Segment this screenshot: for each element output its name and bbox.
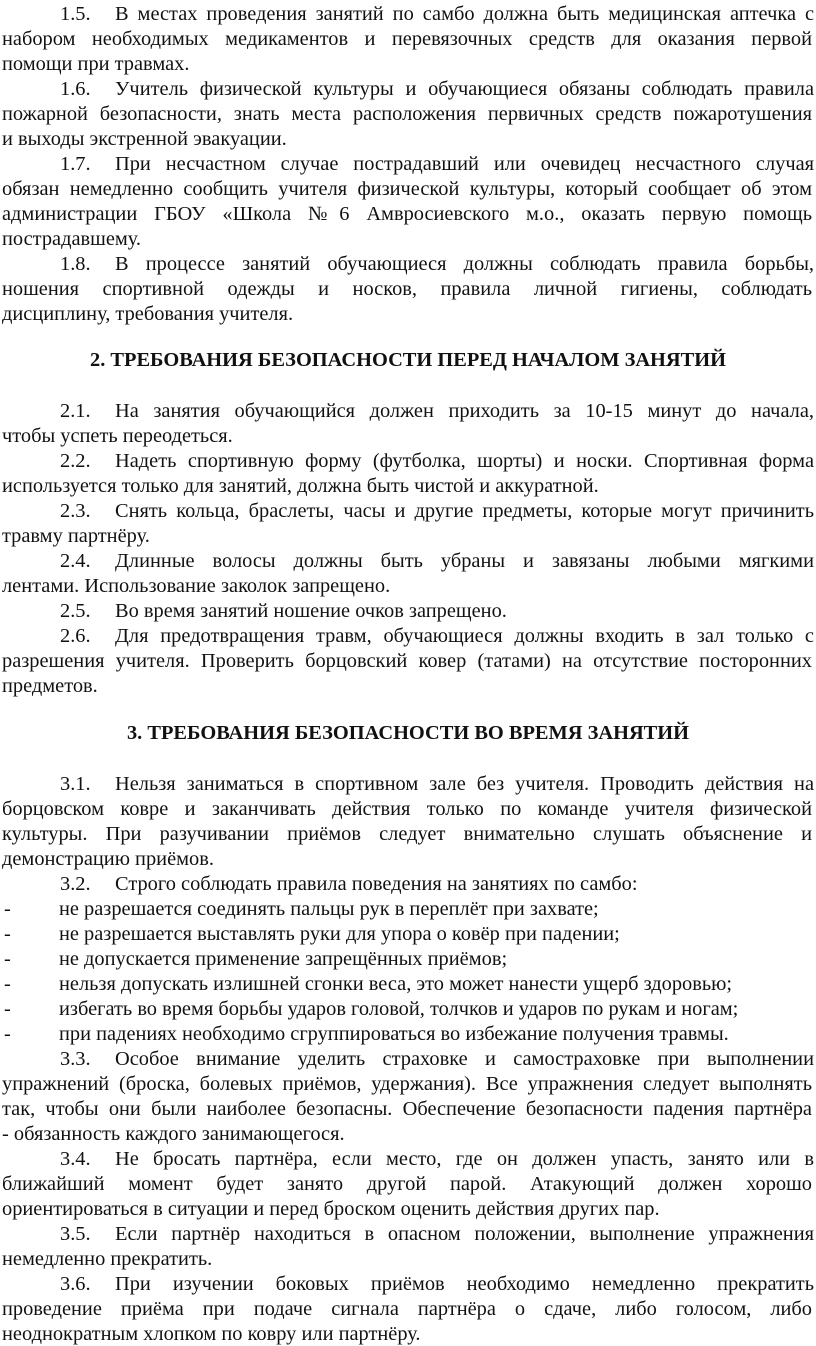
paragraph-line (2, 649, 812, 673)
list-item (2, 997, 812, 1021)
paragraph-line (2, 1097, 812, 1121)
clause-number: 1.5. (60, 3, 91, 25)
paragraph-line (2, 822, 812, 846)
paragraph-line (2, 2, 812, 26)
paragraph-line (2, 52, 812, 76)
list-item (2, 947, 812, 971)
paragraph-text: ориентироваться в ситуации и перед броском оценить действия других пар. (2, 1198, 660, 1220)
paragraph-text: упражнений (броска, болевых приёмов, удержания). Все упражнения следует выполнять (2, 1073, 812, 1095)
paragraph-text: набором необходимых медикаментов и перевязочных средств для оказания первой (2, 28, 812, 50)
paragraph-text: используется только для занятий, должна быть чистой и аккуратной. (2, 475, 599, 497)
paragraph-line (2, 624, 812, 648)
paragraph-text: - обязанность каждого занимающегося. (2, 1123, 345, 1145)
bullet-text: не разрешается соединять пальцы рук в переплёт при захвате; (59, 898, 599, 920)
clause-text: Длинные волосы должны быть убраны и завязаны любыми мягкими (115, 550, 814, 572)
paragraph-text: проведение приёма при подаче сигнала партнёра о сдаче, либо голосом, либо (2, 1298, 812, 1320)
paragraph-line (2, 499, 812, 523)
paragraph-line (2, 449, 812, 473)
paragraph-text: предметов. (2, 675, 98, 697)
clause-text: Строго соблюдать правила поведения на занятиях по самбо: (115, 873, 638, 895)
clause-text: Если партнёр находиться в опасном положении, выполнение упражнения (115, 1223, 814, 1245)
paragraph-line (2, 424, 812, 448)
clause-text: При изучении боковых приёмов необходимо немедленно прекратить (115, 1273, 814, 1295)
list-item (2, 972, 812, 996)
paragraph-line (2, 1072, 812, 1096)
list-item (2, 897, 812, 921)
paragraph-line (2, 399, 812, 423)
clause-number: 3.3. (60, 1048, 91, 1070)
bullet-text: избегать во время борьбы ударов головой, толчков и ударов по рукам и ногам; (59, 998, 739, 1020)
paragraph-text: так, чтобы они были наиболее безопасны. Обеспечение безопасности падения партнёра (2, 1098, 812, 1120)
paragraph-line (2, 574, 812, 598)
paragraph-line (2, 1272, 812, 1296)
bullet-text: при падениях необходимо сгруппироваться во избежание получения травмы. (59, 1023, 729, 1045)
clause-number: 1.6. (60, 78, 91, 100)
paragraph-text: пожарной безопасности, знать места расположения первичных средств пожаротушения (2, 103, 812, 125)
clause-text: Учитель физической культуры и обучающиеся обязаны соблюдать правила (115, 78, 814, 100)
clause-number: 2.4. (60, 550, 91, 572)
paragraph-line (2, 1147, 812, 1171)
paragraph-line (2, 102, 812, 126)
paragraph-text: ношения спортивной одежды и носков, правила личной гигиены, соблюдать (2, 278, 812, 300)
paragraph-line (2, 674, 812, 698)
paragraph-line (2, 549, 812, 573)
paragraph-line (2, 302, 812, 326)
clause-number: 3.4. (60, 1148, 91, 1170)
clause-text: В процессе занятий обучающиеся должны соблюдать правила борьбы, (115, 253, 814, 275)
paragraph-text: разрешения учителя. Проверить борцовский ковер (татами) на отсутствие посторонних (2, 650, 812, 672)
clause-text: Нельзя заниматься в спортивном зале без учителя. Проводить действия на (115, 773, 814, 795)
paragraph-text: демонстрацию приёмов. (2, 848, 214, 870)
paragraph-line (2, 1197, 812, 1221)
paragraph-line (2, 252, 812, 276)
clause-number: 3.6. (60, 1273, 91, 1295)
paragraph-text: неоднократным хлопком по ковру или партнёру. (2, 1323, 421, 1345)
clause-text: Снять кольца, браслеты, часы и другие предметы, которые могут причинить (115, 500, 814, 522)
paragraph-line (2, 1247, 812, 1271)
paragraph-line (2, 277, 812, 301)
paragraph-line (2, 847, 812, 871)
bullet-dash: - (4, 948, 11, 970)
list-item (2, 922, 812, 946)
clause-text: Особое внимание уделить страховке и самостраховке при выполнении (115, 1048, 814, 1070)
clause-text: Для предотвращения травм, обучающиеся должны входить в зал только с (115, 625, 814, 647)
paragraph-line (2, 1297, 812, 1321)
section-heading: 3. ТРЕБОВАНИЯ БЕЗОПАСНОСТИ ВО ВРЕМЯ ЗАНЯТИЙ (126, 722, 690, 744)
clause-number: 2.6. (60, 625, 91, 647)
clause-number: 3.1. (60, 773, 91, 795)
paragraph-line (2, 524, 812, 548)
paragraph-line (2, 1172, 812, 1196)
paragraph-text: дисциплину, требования учителя. (2, 303, 294, 325)
paragraph-text: чтобы успеть переодеться. (2, 425, 233, 447)
clause-number: 3.5. (60, 1223, 91, 1245)
bullet-dash: - (4, 973, 11, 995)
paragraph-line (2, 599, 812, 623)
bullet-dash: - (4, 1023, 11, 1045)
bullet-text: не допускается применение запрещённых приёмов; (59, 948, 508, 970)
paragraph-text: администрации ГБОУ «Школа №6 Амвросиевского м.о., оказать первую помощь (2, 203, 812, 225)
bullet-text: не разрешается выставлять руки для упора о ковёр при падении; (59, 923, 620, 945)
paragraph-text: и выходы экстренной эвакуации. (2, 128, 287, 150)
paragraph-text: обязан немедленно сообщить учителя физической культуры, который сообщает об этом (2, 178, 812, 200)
clause-number: 2.3. (60, 500, 91, 522)
clause-text: Не бросать партнёра, если место, где он должен упасть, занято или в (115, 1148, 814, 1170)
clause-number: 2.1. (60, 400, 91, 422)
paragraph-line (2, 1047, 812, 1071)
paragraph-line (2, 872, 812, 896)
bullet-dash: - (4, 898, 11, 920)
paragraph-line (2, 1222, 812, 1246)
paragraph-line (2, 202, 812, 226)
paragraph-line (2, 772, 812, 796)
clause-number: 2.2. (60, 450, 91, 472)
paragraph-text: помощи при травмах. (2, 53, 190, 75)
section-heading: 2. ТРЕБОВАНИЯ БЕЗОПАСНОСТИ ПЕРЕД НАЧАЛОМ ЗАНЯТИЙ (90, 349, 726, 371)
clause-text: В местах проведения занятий по самбо должна быть медицинская аптечка с (115, 3, 814, 25)
paragraph-text: ближайший момент будет занято другой парой. Атакующий должен хорошо (2, 1173, 812, 1195)
clause-number: 1.8. (60, 253, 91, 275)
list-item (2, 1022, 812, 1046)
paragraph-line (2, 797, 812, 821)
clause-text: Во время занятий ношение очков запрещено. (115, 600, 507, 622)
bullet-dash: - (4, 998, 11, 1020)
clause-number: 2.5. (60, 600, 91, 622)
paragraph-text: немедленно прекратить. (2, 1248, 213, 1270)
paragraph-line (2, 152, 812, 176)
paragraph-line (2, 227, 812, 251)
paragraph-line (2, 474, 812, 498)
paragraph-line (2, 1122, 812, 1146)
clause-text: При несчастном случае пострадавший или очевидец несчастного случая (115, 153, 814, 175)
clause-text: На занятия обучающийся должен приходить за 10-15 минут до начала, (115, 400, 814, 422)
paragraph-text: борцовском ковре и заканчивать действия только по команде учителя физической (2, 798, 812, 820)
clause-number: 1.7. (60, 153, 91, 175)
paragraph-text: пострадавшему. (2, 228, 142, 250)
paragraph-text: культуры. При разучивании приёмов следует внимательно слушать объяснение и (2, 823, 812, 845)
paragraph-text: лентами. Использование заколок запрещено. (2, 575, 391, 597)
paragraph-line (2, 77, 812, 101)
bullet-dash: - (4, 923, 11, 945)
paragraph-line (2, 1322, 812, 1346)
paragraph-line (2, 127, 812, 151)
clause-number: 3.2. (60, 873, 91, 895)
paragraph-text: травму партнёру. (2, 525, 150, 547)
paragraph-line (2, 177, 812, 201)
bullet-text: нельзя допускать излишней сгонки веса, это может нанести ущерб здоровью; (59, 973, 733, 995)
paragraph-line (2, 27, 812, 51)
clause-text: Надеть спортивную форму (футболка, шорты) и носки. Спортивная форма (115, 450, 814, 472)
